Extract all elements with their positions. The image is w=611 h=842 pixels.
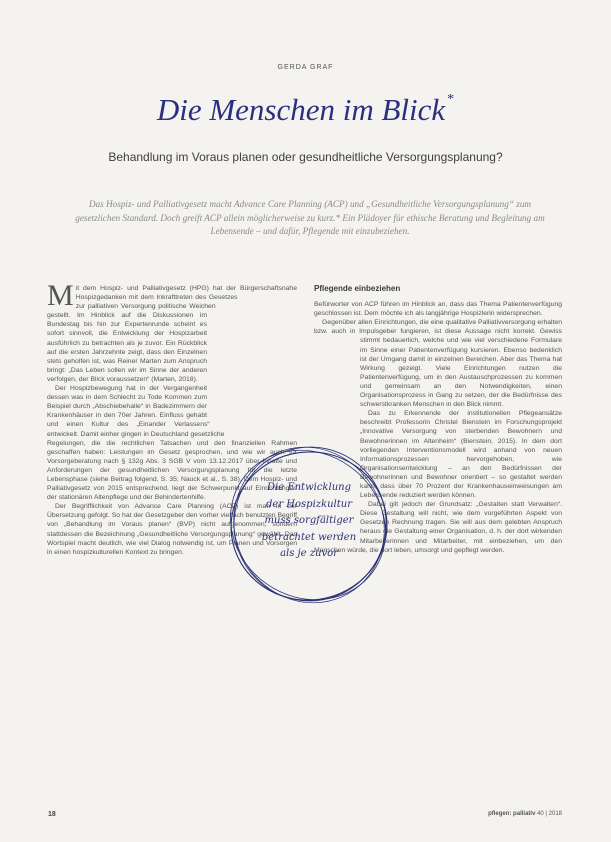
pull-quote [224, 440, 394, 610]
page-number: 18 [48, 811, 56, 818]
author-name: GERDA GRAF [277, 64, 334, 71]
right-paragraph: Dabei gilt jedoch der Grundsatz: „Gestalten statt Verwalten“. Diese Gestaltung will nicht, wie dem vorgeführten Aspekt von Gesetzen Rechnung tragen. Sie will aus dem gelebten Anspruch heraus die Gestaltung einer Organisation, d. h. der dort wirkenden Mitarbeiterinnen und Mitarbeiter, mit einbeziehen, um den Menschen würde, die dort leben, umsorgt und gepflegt werden. [314, 501, 562, 554]
quote-line: der Hospizkultur [266, 498, 352, 510]
quote-line: betrachtet werden [261, 531, 357, 543]
title-footnote-mark: * [447, 92, 455, 107]
right-paragraph: Befürworter von ACP führen im Hinblick an, dass das Thema Patientenverfügung geschlossen ist. Dem möchte ich als langjährige Hospizlerin widersprechen. [314, 301, 562, 318]
quote-line: muss sorgfältiger [264, 515, 354, 526]
left-paragraph-text: it dem Hospiz- und Palliativgesetz (HPG) hat der Bürgerschaftsnahe Hospizgedanken mit dem Inkrafttreten des Gesetzes zur palliativen Versorgung politische Weichen gestellt. Im Hinblick auf die Diskussionen im Bundestag bis hin zur Expertenrunde scheint es sofort sinnvoll, die Entwicklung der Hospizarbeit ausführlich zu betrachten als je zuvor. Ein Rückblick auf die ersten Jahrzehnte zeigt, dass den Einzelnen stets geholfen ist, was Reiner Marten zum Anspruch bringt: „Das Leben sollen wir im Sinne der anderen verfolgen, der Blick voraussetzen“ (Marten, 2018). [47, 285, 297, 383]
pull-quote-text [244, 480, 374, 563]
section-heading: Pflegende einbeziehen [314, 284, 401, 293]
article-subtitle: Behandlung im Voraus planen oder gesundheitliche Versorgungsplanung? [108, 150, 503, 164]
lead-paragraph: Das Hospiz- und Palliativgesetz macht Advance Care Planning (ACP) und „Gesundheitliche Versorgungsplanung“ zum gesetzlichen Standard. Doch greift ACP allein möglicherweise zu kurz.* Ein Plädoyer für ethische Beratung und Begleitung am Lebensende – und dafür, Pflegende mit einzubeziehen. [75, 199, 545, 236]
left-paragraph: Der Begrifflichkeit von Advance Care Planning (ACP) ist man in der Übersetzung gefolgt. So hat der Gesetzgeber den vorher vielfach benutzten Begriff von „Behandlung im Voraus planen“ (BVP) nicht aufgenommen, sondern stattdessen die Bezeichnung „Gesundheitliche Versorgungsplanung“ gewählt. Das Wortspiel macht deutlich, wie viel Dialog notwendig ist, um Planen und Vorsorgen in einen hospizkulturellen Kontext zu bringen. [47, 503, 297, 556]
right-paragraph: Gegenüber allen Einrichtungen, die eine qualitative Palliativversorgung erhalten bzw. auch in Impulsgeber fungieren, ist diese Aussage nicht korrekt. Gewiss stimmt bedauerlich, welche und wie viel verschiedene Formulare im Sinne einer Patientenverfügung kursieren. Ebenso bedenklich ist der Umgang damit in einzelnen Bereichen. Aber das Thema hat Wirkung gezeigt. Viele Einrichtungen nutzen die Patientenverfügung, um in den Austauschprozessen zu kommen und gemeinsam an den Notwendigkeiten, einen Organisationsprozess in Gang zu setzen, der die Bedürfnisse des schwerstkranken Menschen in den Blick nimmt. [314, 319, 562, 409]
left-paragraph: Der Hospizbewegung hat in der Vergangenheit dessen was in dem Schlecht zu Tode Kommen zum Beispiel durch „Abschiebehalle“ in Badezimmern der Krankenhäuser in den 70er Jahren. Einfluss gehabt und einen Kultur des „Einander Verlassens“ entwickelt. Damit einher gingen in Deutschland gesetzliche Regelungen, die die rechtlichen Tatsachen und den finanziellen Rahmen geschaffen haben: Leistungen im Gesetz gesprochen, und wie wir auch für Vorsorgeberatung nach § 132g Abs. 3 SGB V vom 13.12.2017 über Inhalte und Anforderungen der gesundheitlichen Versorgungsplanung für die letzte Lebensphase (siehe Beitrag folgend, S. 35; Nauck et al., S. 38). Dem Hospiz- und Palliativgesetz von 2015 entsprechend, liegt der Schwerpunkt auf Einrichtungen der stationären Altenpflege und der Behindertenhilfe. [47, 385, 297, 502]
quote-line: als je zuvor [280, 548, 338, 559]
journal-issue: 40 | 2018 [537, 811, 562, 817]
article-title-text: Die Menschen im Blick [156, 92, 446, 127]
journal-footer [488, 811, 562, 817]
right-paragraph: Das zu Erkennende der institutionellen Pflegeansätze beschreibt Professorin Christel Bienstein im Forschungsprojekt „Innovative Versorgung von sterbenden Bewohnern und Bewohnerinnen im Altenheim“ (Bienstein, 2015). In dem dort vorliegenden Interventionsmodell wird anhand von neuen Informationsprozessen hervorgehoben, wie Organisationsentwicklung – an den Bedürfnissen der Bewohnerinnen und Bewohner orientiert – so gestaltet werden kann, dass über 70 Prozent der Krankenhauseinweisungen am Lebensende reduziert werden können. [360, 410, 562, 500]
article-title [0, 92, 611, 128]
quote-line: Die Entwicklung [267, 482, 351, 493]
journal-name: pflegen: palliativ [488, 811, 536, 817]
drop-cap: M [47, 279, 74, 312]
